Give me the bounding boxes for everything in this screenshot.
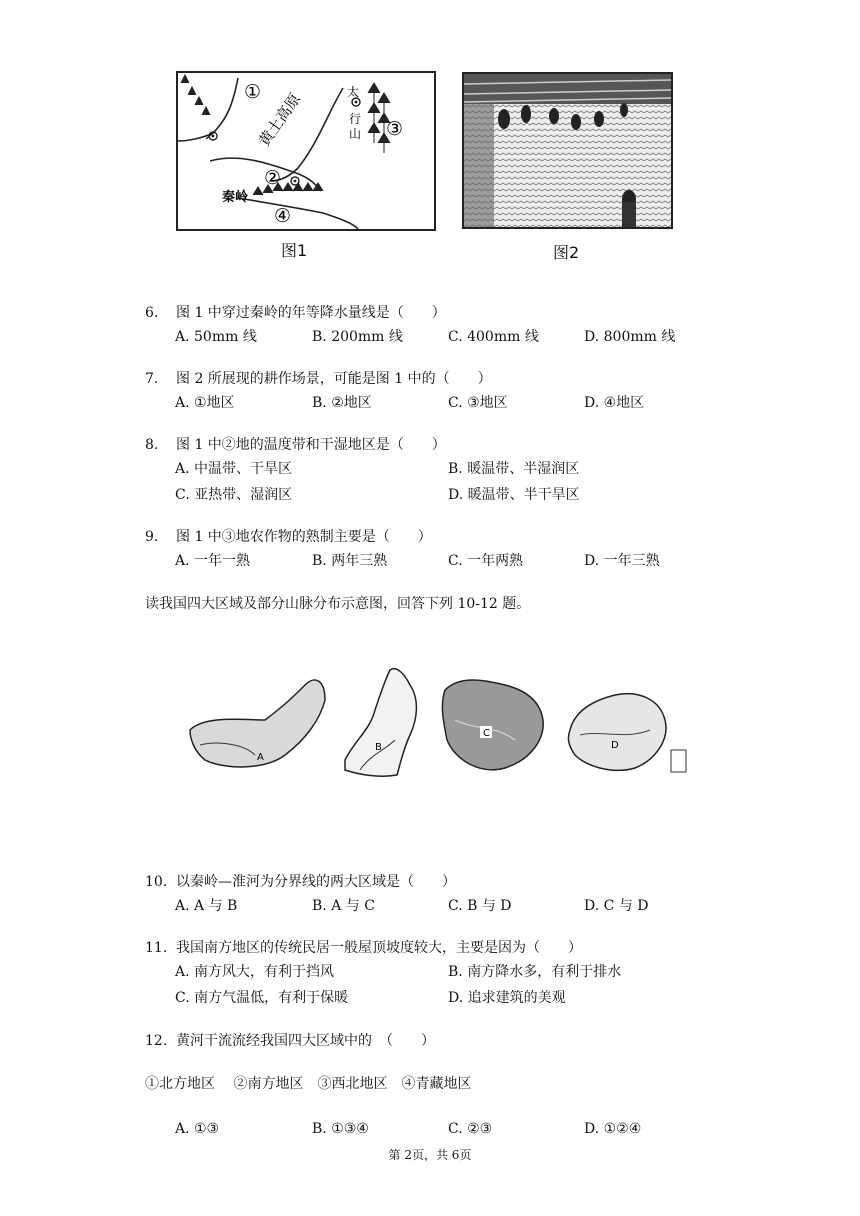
question-number: 8. <box>145 437 159 453</box>
fig1-label-taihang-1: 太 <box>347 85 360 99</box>
option-d[interactable]: D. 暖温带、半干旱区 <box>448 487 580 503</box>
question-12 <box>145 1030 435 1052</box>
region-map-drawing <box>185 660 690 790</box>
option-d[interactable]: D. C 与 D <box>584 898 649 914</box>
fig1-label-4: ④ <box>274 205 292 227</box>
option-c[interactable]: C. 一年两熟 <box>448 553 524 569</box>
option-b[interactable]: B. 南方降水多，有利于排水 <box>448 964 622 980</box>
option-a[interactable]: A. ①地区 <box>175 395 235 411</box>
question-10 <box>145 871 649 919</box>
option-c[interactable]: C. ③地区 <box>448 395 508 411</box>
question-11 <box>145 937 622 1011</box>
figure2-photo <box>462 72 673 229</box>
option-c[interactable]: C. B 与 D <box>448 898 512 914</box>
fig1-label-2: ② <box>264 167 282 189</box>
fig1-label-qinling: 秦岭 <box>222 190 249 205</box>
option-a[interactable]: A. 中温带、干旱区 <box>175 461 293 477</box>
question-number: 11. <box>145 940 168 956</box>
question-number: 10. <box>145 874 168 890</box>
option-d[interactable]: D. ①②④ <box>584 1121 642 1137</box>
region-label-c: C <box>483 728 490 739</box>
option-a[interactable]: A. 50mm 线 <box>175 329 257 345</box>
option-c[interactable]: C. ②③ <box>448 1121 493 1137</box>
option-d[interactable]: D. ④地区 <box>584 395 645 411</box>
option-a[interactable]: A. A 与 B <box>175 898 238 914</box>
option-a[interactable]: A. 南方风大，有利于挡风 <box>175 964 335 980</box>
question-stem: 图 1 中穿过秦岭的年等降水量线是（ ） <box>176 305 446 321</box>
option-d[interactable]: D. 追求建筑的美观 <box>448 990 566 1006</box>
question-9 <box>145 526 660 574</box>
option-a[interactable]: A. 一年一熟 <box>175 553 251 569</box>
question-7 <box>145 368 645 416</box>
q12-items: ①北方地区 ②南方地区 ③西北地区 ④青藏地区 <box>145 1076 472 1092</box>
option-b[interactable]: B. A 与 C <box>312 898 375 914</box>
question-number: 6. <box>145 305 159 321</box>
option-d[interactable]: D. 800mm 线 <box>584 329 676 345</box>
fig1-label-taihang-3: 山 <box>349 127 362 141</box>
page-footer: 第 2页，共 6页 <box>388 1148 472 1162</box>
figure1-caption: 图1 <box>281 241 308 260</box>
question-12-options <box>145 1116 642 1142</box>
question-8 <box>145 434 580 508</box>
reading-prompt: 读我国四大区域及部分山脉分布示意图，回答下列 10-12 题。 <box>145 596 531 612</box>
question-stem: 我国南方地区的传统民居一般屋顶坡度较大，主要是因为（ ） <box>176 940 582 956</box>
question-stem: 图 1 中③地农作物的熟制主要是（ ） <box>176 529 432 545</box>
fig1-label-taihang-2: 行 <box>349 112 362 126</box>
figure2-photo-drawing <box>464 74 671 227</box>
question-number: 12. <box>145 1033 168 1049</box>
option-a[interactable]: A. ①③ <box>175 1121 220 1137</box>
option-b[interactable]: B. ①③④ <box>312 1121 369 1137</box>
option-b[interactable]: B. 暖温带、半湿润区 <box>448 461 580 477</box>
figure1-map <box>176 71 436 231</box>
option-c[interactable]: C. 南方气温低，有利于保暖 <box>175 990 349 1006</box>
region-label-d: D <box>611 740 619 751</box>
option-c[interactable]: C. 400mm 线 <box>448 329 539 345</box>
region-map <box>185 660 690 790</box>
question-stem: 图 2 所展现的耕作场景，可能是图 1 中的（ ） <box>176 371 492 387</box>
question-stem: 黄河干流流经我国四大区域中的 （ ） <box>176 1033 435 1049</box>
option-c[interactable]: C. 亚热带、湿润区 <box>175 487 293 503</box>
option-b[interactable]: B. 200mm 线 <box>312 329 403 345</box>
option-d[interactable]: D. 一年三熟 <box>584 553 660 569</box>
figure1-map-drawing <box>178 73 434 229</box>
fig1-label-3: ③ <box>386 118 404 140</box>
option-b[interactable]: B. ②地区 <box>312 395 372 411</box>
question-number: 9. <box>145 529 159 545</box>
question-stem: 以秦岭—淮河为分界线的两大区域是（ ） <box>176 874 456 890</box>
fig1-label-plateau: 黄土高原 <box>255 90 305 150</box>
option-b[interactable]: B. 两年三熟 <box>312 553 388 569</box>
region-label-a: A <box>257 752 264 763</box>
question-number: 7. <box>145 371 159 387</box>
region-label-b: B <box>375 742 382 753</box>
figure2-caption: 图2 <box>553 243 580 262</box>
question-6 <box>145 302 676 350</box>
fig1-label-1: ① <box>244 81 262 103</box>
question-stem: 图 1 中②地的温度带和干湿地区是（ ） <box>176 437 446 453</box>
